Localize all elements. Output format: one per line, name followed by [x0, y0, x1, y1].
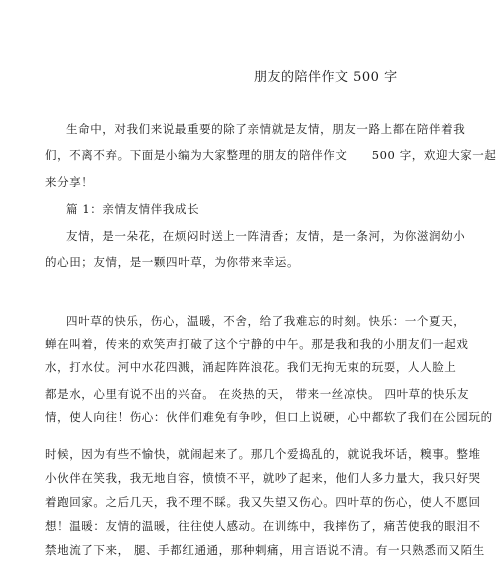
section-intro-line: 友情，是一朵花，在烦闷时送上一阵清香；友情，是一条河，为你滋润幼小 — [66, 229, 466, 243]
intro-line: 生命中，对我们来说最重要的除了亲情就是友情，朋友一路上都在陪伴着我 — [66, 122, 466, 136]
body-line: 情，使人向往！伤心：伙伴们难免有争吵，但口上说硬，心中都软了我们在公园玩的 — [45, 410, 493, 424]
body-line: 水，打水仗。河中水花四溅，涌起阵阵浪花。我们无拘无束的玩耍，人人脸上 — [45, 360, 457, 374]
intro-line: 来分享！ — [45, 175, 94, 189]
body-line: 禁地流了下来， 腿、手都红通通，那种剌痛，用言语说不清。有一只熟悉而又陌生 — [45, 543, 485, 557]
body-line: 想！温暖：友情的温暖，往往使人感动。在训练中，我摔伤了，痛苦使我的眼泪不 — [45, 519, 481, 533]
intro-line: 们，不离不弃。下面是小编为大家整理的朋友的陪伴作文 500 字，欢迎大家一起 — [45, 148, 497, 162]
section-intro-line: 的心田；友情，是一颗四叶草，为你带来幸运。 — [45, 255, 300, 269]
body-line: 都是水，心里有说不出的兴奋。 在炎热的天， 带来一丝凉快。 四叶草的快乐友 — [45, 387, 470, 401]
body-line: 着跑回家。之后几天，我不理不睬。我又失望又伤心。四叶草的伤心，使人不愿回 — [45, 495, 481, 509]
section-heading: 篇 1：亲情友情伴我成长 — [66, 202, 200, 216]
body-line: 小伙伴在笑我，我无地自容，愤愤不平，就吵了起来，他们人多力量大，我只好哭 — [45, 471, 481, 485]
page-title: 朋友的陪伴作文 500 字 — [254, 70, 398, 85]
body-line: 时候，因为有些不愉快，就闹起来了。那几个爱捣乱的，就说我坏话，糗事。整堆 — [45, 447, 481, 461]
body-line: 四叶草的快乐，伤心，温暖，不舍，给了我难忘的时刻。快乐：一个夏天， — [66, 314, 466, 328]
body-line: 蝉在叫着，传来的欢笑声打破了这个宁静的中午。那是我和我的小朋友们一起戏 — [45, 337, 469, 351]
